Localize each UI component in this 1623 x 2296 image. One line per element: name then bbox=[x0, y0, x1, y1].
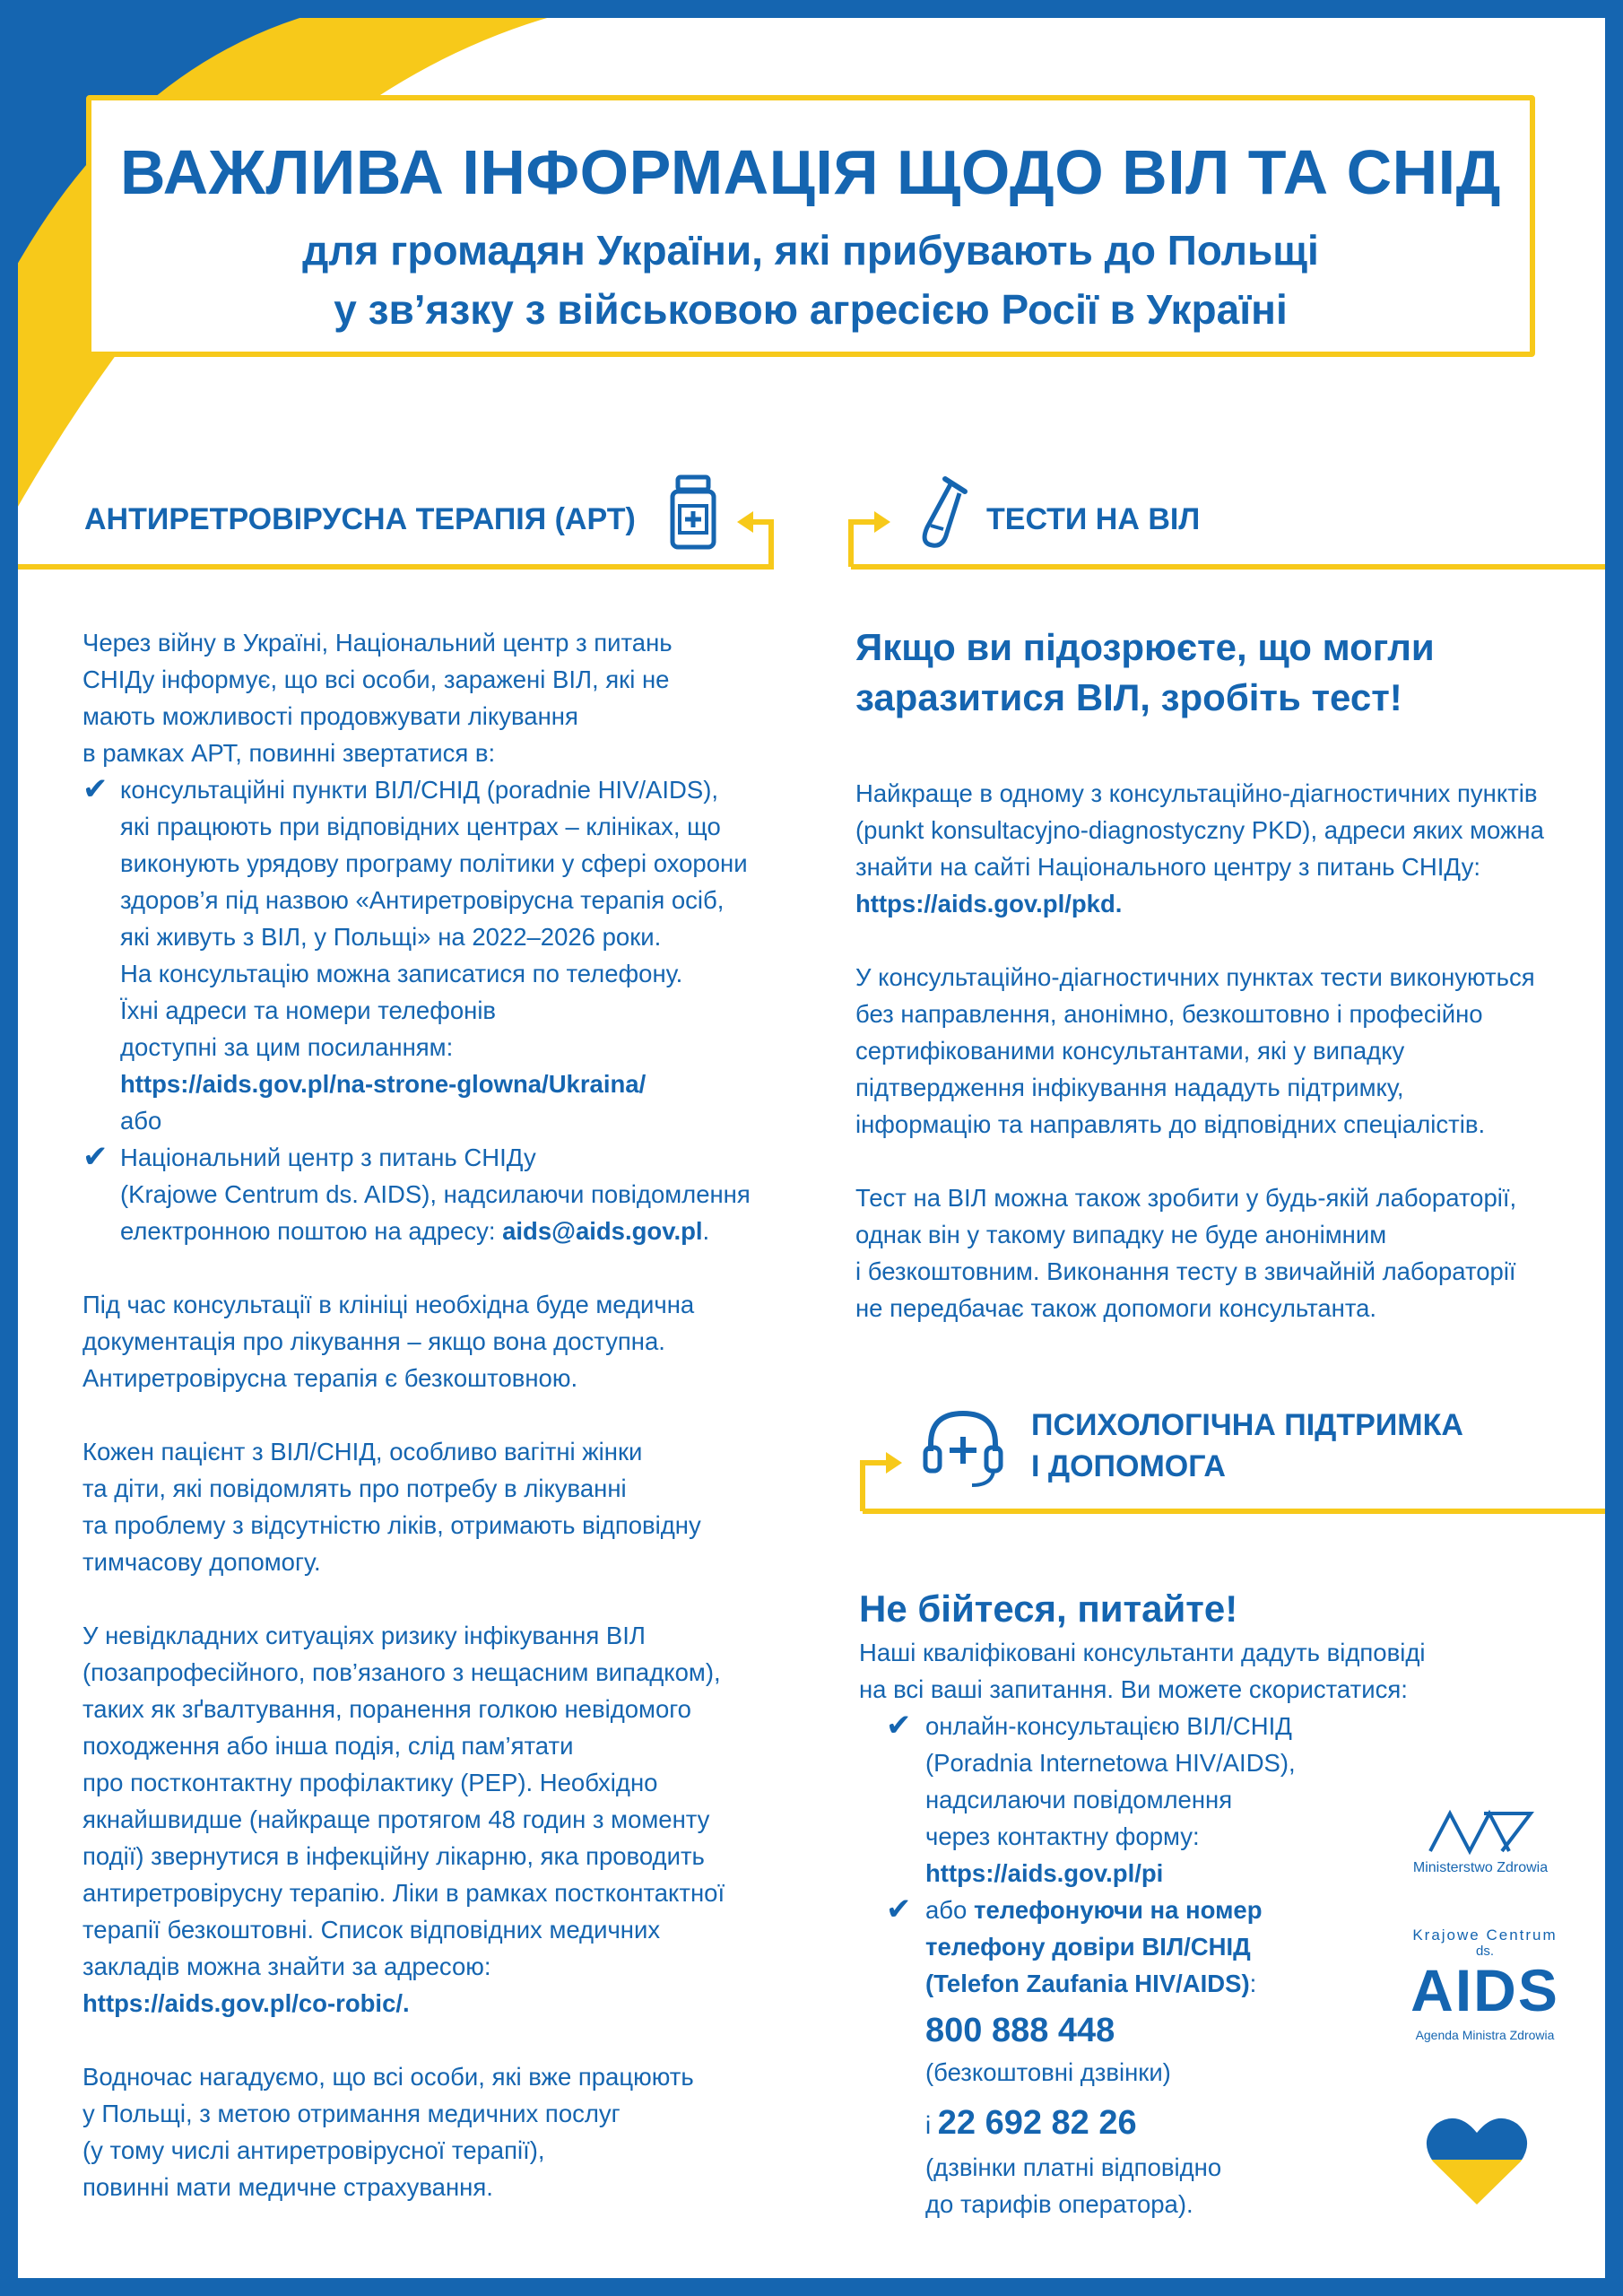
psy-check2-line2: телефону довіри ВІЛ/СНІД bbox=[925, 1933, 1251, 1961]
art-check2-line3 bbox=[120, 1213, 818, 1249]
art-intro-1: Через війну в Україні, Національний центр з питань bbox=[82, 629, 673, 657]
aids-email-link[interactable]: aids@aids.gov.pl bbox=[502, 1217, 703, 1245]
tests-para1-2: (punkt konsultacyjno-diagnostyczny PKD), адреси яких можна bbox=[855, 816, 1544, 844]
tests-para3-4: не передбачає також допомоги консультанта. bbox=[855, 1294, 1377, 1322]
art-check1-line7: Їхні адреси та номери телефонів bbox=[120, 996, 497, 1024]
tests-para2-1: У консультаційно-діагностичних пунктах тести виконуються bbox=[855, 963, 1535, 991]
page-subtitle-line2: у зв’язку з військовою агресією Росії в Україні bbox=[334, 286, 1288, 333]
art-check-item-1 bbox=[82, 771, 818, 1139]
psy-heading-line2: І ДОПОМОГА bbox=[1031, 1449, 1226, 1483]
art-para3-2: та діти, які повідомлять про потребу в лікуванні bbox=[82, 1474, 627, 1502]
tests-para3-2: однак він у такому випадку не буде анонімним bbox=[855, 1221, 1387, 1248]
phone-line-2 bbox=[925, 2100, 1487, 2149]
tests-para2-3: сертифікованими консультантами, які у випадку bbox=[855, 1037, 1405, 1065]
art-check2-suffix: . bbox=[702, 1217, 710, 1245]
art-para2-2: документація про лікування – якщо вона доступна. bbox=[82, 1327, 665, 1355]
psy-check1-line4: через контактну форму: bbox=[925, 1822, 1200, 1850]
tests-para3-3: і безкоштовним. Виконання тесту в звичайній лабораторії bbox=[855, 1257, 1516, 1285]
art-para4-9: терапії безкоштовні. Список відповідних медичних bbox=[82, 1916, 661, 1944]
title-box bbox=[86, 95, 1535, 357]
psy-check2-prefix: або bbox=[925, 1896, 974, 1924]
kc-main: AIDS bbox=[1410, 1957, 1559, 2023]
tests-para1-3: знайти на сайті Національного центру з питань СНІДу: bbox=[855, 853, 1481, 881]
kc-ds: ds. bbox=[1475, 1944, 1494, 1959]
psy-check2-bold3: (Telefon Zaufania HIV/AIDS) bbox=[925, 1970, 1250, 1997]
mz-caption: Ministerstwo Zdrowia bbox=[1412, 1860, 1549, 1875]
phone1-note: (безкоштовні дзвінки) bbox=[925, 2058, 1171, 2086]
psy-check2-colon: : bbox=[1249, 1970, 1257, 1997]
art-check1-line4: здоров’я під назвою «Антиретровірусна терапія осіб, bbox=[120, 886, 725, 914]
ukraine-heart-icon bbox=[1426, 2115, 1528, 2208]
tests-para2-5: інформацію та направлять до відповідних спеціалістів. bbox=[855, 1110, 1486, 1138]
art-check2-line2: (Krajowe Centrum ds. AIDS), надсилаючи повідомлення bbox=[120, 1180, 751, 1208]
art-para4-2: (позапрофесійного, пов’язаного з нещасним випадком), bbox=[82, 1658, 721, 1686]
checkmark-icon: ✔ bbox=[886, 1892, 912, 1926]
psy-check1-line2: (Poradnia Internetowa HIV/AIDS), bbox=[925, 1749, 1296, 1777]
art-para3-3: та проблему з відсутністю ліків, отримають відповідну bbox=[82, 1511, 701, 1539]
pkd-link[interactable]: https://aids.gov.pl/pkd. bbox=[855, 890, 1123, 918]
test-tube-icon bbox=[911, 474, 970, 549]
art-para4-8: антиретровірусну терапію. Ліки в рамках постконтактної bbox=[82, 1879, 725, 1907]
art-para4-6: якнайшвидше (найкраще протягом 48 годин з моменту bbox=[82, 1805, 710, 1833]
art-heading: АНТИРЕТРОВІРУСНА ТЕРАПІЯ (АРТ) bbox=[84, 502, 636, 536]
co-robic-link[interactable]: https://aids.gov.pl/co-robic/. bbox=[82, 1989, 410, 2017]
art-check2-line1: Національний центр з питань СНІДу bbox=[120, 1144, 536, 1171]
mz-logo-icon bbox=[1427, 1806, 1534, 1855]
art-heading-line bbox=[18, 502, 780, 574]
psy-check2-bold1: телефонуючи на номер bbox=[973, 1896, 1263, 1924]
art-para3-4: тимчасову допомогу. bbox=[82, 1548, 321, 1576]
psy-content bbox=[859, 1584, 1487, 2222]
psy-heading bbox=[1031, 1405, 1463, 1487]
art-para2-3: Антиретровірусна терапія є безкоштовною. bbox=[82, 1364, 578, 1392]
page-subtitle-line1: для громадян України, які прибувають до Польщі bbox=[302, 227, 1319, 274]
art-check1-line2: які працюють при відповідних центрах – клініках, що bbox=[120, 813, 721, 840]
phone2-note-2: до тарифів оператора). bbox=[925, 2190, 1193, 2218]
checkmark-icon: ✔ bbox=[82, 772, 108, 806]
art-para5-4: повинні мати медичне страхування. bbox=[82, 2173, 493, 2201]
tests-para3-1: Тест на ВІЛ можна також зробити у будь-якій лабораторії, bbox=[855, 1184, 1517, 1212]
psy-big: Не бійтеся, питайте! bbox=[859, 1587, 1238, 1630]
art-para3-1: Кожен пацієнт з ВІЛ/СНІД, особливо вагітні жінки bbox=[82, 1438, 643, 1465]
art-content bbox=[82, 624, 818, 2205]
art-para5-1: Водночас нагадуємо, що всі особи, які вже працюють bbox=[82, 2063, 694, 2091]
tests-heading: ТЕСТИ НА ВІЛ bbox=[986, 502, 1201, 536]
art-check1-line8: доступні за цим посиланням: bbox=[120, 1033, 454, 1061]
tests-big-line2: заразитися ВІЛ, зробіть тест! bbox=[855, 676, 1402, 718]
tests-para1-1: Найкраще в одному з консультаційно-діагностичних пунктів bbox=[855, 779, 1538, 807]
art-para4-10: закладів можна знайти за адресою: bbox=[82, 1952, 491, 1980]
phone-number-free[interactable]: 800 888 448 bbox=[925, 2012, 1115, 2049]
kc-caption: Agenda Ministra Zdrowia bbox=[1415, 2028, 1555, 2042]
art-check1-line3: виконують урядову програму політики у сфері охорони bbox=[120, 849, 748, 877]
tests-big-line1: Якщо ви підозрюєте, що могли bbox=[855, 626, 1435, 668]
art-clinics-link[interactable]: https://aids.gov.pl/na-strone-glowna/Ukraina/ bbox=[120, 1070, 647, 1098]
headset-icon bbox=[920, 1405, 1006, 1491]
art-para2-1: Під час консультації в клініці необхідна буде медична bbox=[82, 1291, 695, 1318]
psy-intro-1: Наші кваліфіковані консультанти дадуть відповіді bbox=[859, 1639, 1426, 1666]
art-intro-3: мають можливості продовжувати лікування bbox=[82, 702, 578, 730]
art-para4-5: про постконтактну профілактику (PEP). Необхідно bbox=[82, 1769, 658, 1796]
psy-check1-line1: онлайн-консультацією ВІЛ/СНІД bbox=[925, 1712, 1292, 1740]
psy-check2-line1 bbox=[925, 1892, 1487, 1928]
art-check1-line5: які живуть з ВІЛ, у Польщі» на 2022–2026 роки. bbox=[120, 923, 662, 951]
art-check-item-2 bbox=[82, 1139, 818, 1249]
ministerstwo-zdrowia-logo bbox=[1395, 1806, 1566, 1877]
psy-heading-line1: ПСИХОЛОГІЧНА ПІДТРИМКА bbox=[1031, 1408, 1463, 1442]
pi-link[interactable]: https://aids.gov.pl/pi bbox=[925, 1859, 1164, 1887]
phone-number-paid[interactable]: 22 692 82 26 bbox=[937, 2104, 1137, 2142]
checkmark-icon: ✔ bbox=[886, 1709, 912, 1743]
kc-arc-text: Krajowe Centrum bbox=[1412, 1926, 1558, 1944]
art-check2-prefix: електронною поштою на адресу: bbox=[120, 1217, 503, 1245]
art-intro-2: СНІДу інформує, що всі особи, заражені ВІЛ, які не bbox=[82, 665, 670, 693]
art-para5-3: (у тому числі антиретровірусної терапії), bbox=[82, 2136, 545, 2164]
and-word: і bbox=[925, 2111, 938, 2139]
art-para4-3: таких як зґвалтування, поранення голкою невідомого bbox=[82, 1695, 691, 1723]
art-or: або bbox=[120, 1107, 162, 1135]
art-check1-line1: консультаційні пункти ВІЛ/СНІД (poradnie HIV/AIDS), bbox=[120, 776, 719, 804]
art-check1-line6: На консультацію можна записатися по телефону. bbox=[120, 960, 683, 987]
tests-para2-2: без направлення, анонімно, безкоштовно і професійно bbox=[855, 1000, 1483, 1028]
art-para4-1: У невідкладних ситуаціях ризику інфікування ВІЛ bbox=[82, 1622, 646, 1649]
psy-check1-line3: надсилаючи повідомлення bbox=[925, 1786, 1233, 1813]
tests-content bbox=[855, 622, 1573, 1326]
art-para5-2: у Польщі, з метою отримання медичних послуг bbox=[82, 2100, 621, 2127]
krajowe-centrum-logo bbox=[1395, 1926, 1575, 2043]
page-title: ВАЖЛИВА ІНФОРМАЦІЯ ЩОДО ВІЛ ТА СНІД bbox=[120, 137, 1501, 207]
phone2-note-1: (дзвінки платні відповідно bbox=[925, 2153, 1222, 2181]
tests-para2-4: підтвердження інфікування нададуть підтримку, bbox=[855, 1074, 1404, 1101]
checkmark-icon: ✔ bbox=[82, 1140, 108, 1174]
art-intro-4: в рамках АРТ, повинні звертатися в: bbox=[82, 739, 496, 767]
art-para4-4: походження або інша подія, слід пам’ятати bbox=[82, 1732, 574, 1760]
psy-intro-2: на всі ваші запитання. Ви можете скористатися: bbox=[859, 1675, 1408, 1703]
art-para4-7: події) звернутися в інфекційну лікарню, яка проводить bbox=[82, 1842, 705, 1870]
